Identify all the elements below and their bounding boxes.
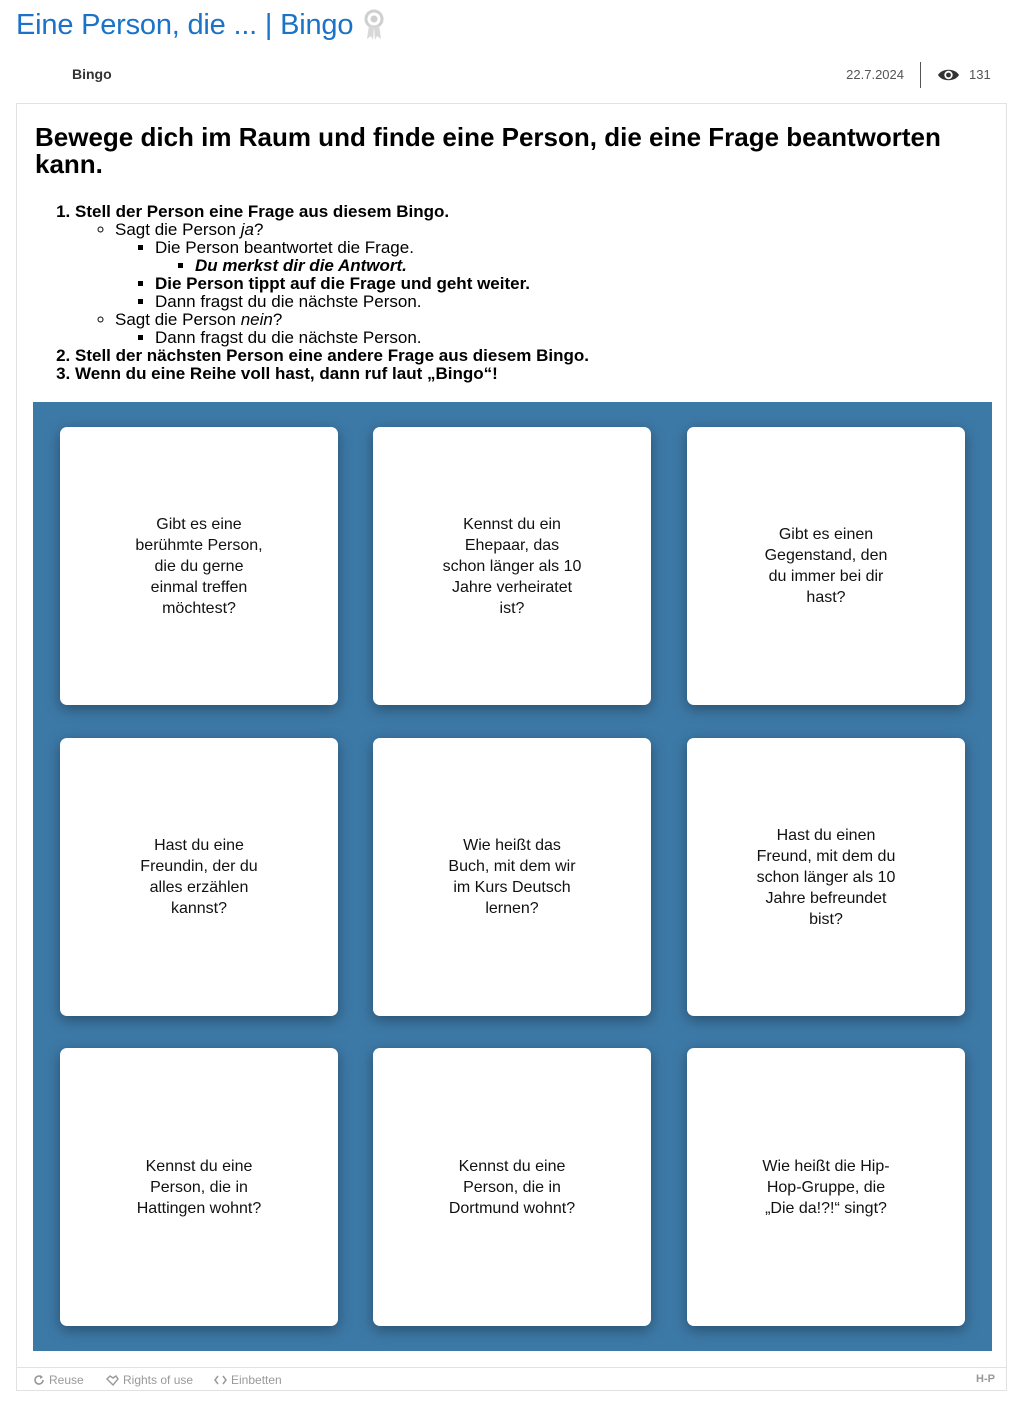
- list-item: [155, 239, 976, 275]
- no-word: nein: [240, 310, 273, 329]
- rights-label: Rights of use: [123, 1373, 194, 1387]
- bingo-card-text: Wie heißt die Hip-Hop-Gruppe, die „Die da!?!“ singt?: [762, 1157, 890, 1217]
- bingo-card[interactable]: [60, 427, 338, 705]
- reuse-icon: [33, 1374, 45, 1386]
- embed-button[interactable]: [214, 1373, 282, 1387]
- bingo-card[interactable]: [373, 738, 651, 1016]
- bingo-card-text: Gibt es eine berühmte Person, die du gerne einmal treffen möchtest?: [135, 515, 263, 617]
- embed-label: Einbetten: [231, 1373, 282, 1387]
- content-type-label: Bingo: [72, 66, 112, 82]
- bingo-card[interactable]: [60, 1048, 338, 1326]
- step-1-text: Stell der Person eine Frage aus diesem Bingo.: [75, 202, 450, 221]
- yes-suffix: ?: [253, 220, 264, 239]
- h5p-logo[interactable]: H-P: [976, 1373, 995, 1385]
- yes-a-note: Du merkst dir die Antwort.: [195, 256, 407, 275]
- list-item: [115, 311, 976, 347]
- step-2-text: Stell der nächsten Person eine andere Frage aus diesem Bingo.: [75, 346, 589, 365]
- bingo-card-text: Hast du einen Freund, mit dem du schon länger als 10 Jahre befreundet bist?: [756, 826, 896, 928]
- no-prefix: Sagt die Person: [115, 310, 241, 329]
- bingo-card-text: Wie heißt das Buch, mit dem wir im Kurs Deutsch lernen?: [448, 837, 576, 917]
- meta-row: [0, 62, 1022, 88]
- list-item: [75, 203, 976, 347]
- title-row: [16, 8, 385, 42]
- list-item: [115, 221, 976, 311]
- yes-word: ja: [240, 220, 254, 239]
- eye-icon: [937, 67, 960, 83]
- list-item: [75, 365, 976, 383]
- yes-a-text: Die Person beantwortet die Frage.: [155, 238, 414, 257]
- rights-icon: [106, 1375, 119, 1386]
- step-3-text: Wenn du eine Reihe voll hast, dann ruf laut „Bingo“!: [75, 364, 498, 383]
- publish-date: 22.7.2024: [846, 67, 904, 82]
- bingo-card-text: Gibt es einen Gegenstand, den du immer bei dir hast?: [764, 526, 888, 606]
- task-heading: Bewege dich im Raum und finde eine Person, die eine Frage beantworten kann.: [35, 122, 941, 179]
- h5p-footer: [16, 1367, 1007, 1391]
- award-icon: [363, 8, 385, 42]
- page-title: Eine Person, die ... | Bingo: [16, 8, 354, 41]
- bingo-card[interactable]: [373, 427, 651, 705]
- bingo-card-text: Kennst du eine Person, die in Dortmund wohnt?: [448, 1157, 576, 1217]
- meta-divider: [920, 62, 921, 88]
- bingo-card[interactable]: [60, 738, 338, 1016]
- instructions-list: [36, 203, 976, 383]
- bingo-card-text: Kennst du ein Ehepaar, das schon länger als 10 Jahre verheiratet ist?: [442, 515, 582, 617]
- embed-icon: [214, 1375, 227, 1385]
- bingo-card[interactable]: [687, 738, 965, 1016]
- reuse-label: Reuse: [49, 1373, 84, 1387]
- bingo-card-text: Hast du eine Freundin, der du alles erzählen kannst?: [140, 837, 258, 917]
- yes-prefix: Sagt die Person: [115, 220, 241, 239]
- yes-b-text: Die Person tippt auf die Frage und geht weiter.: [155, 274, 530, 293]
- bingo-board: [33, 402, 992, 1351]
- bingo-card[interactable]: [373, 1048, 651, 1326]
- list-item: [155, 293, 976, 311]
- view-count: 131: [969, 67, 991, 82]
- list-item: [195, 257, 976, 275]
- yes-c-text: Dann fragst du die nächste Person.: [155, 292, 422, 311]
- reuse-button[interactable]: [33, 1373, 84, 1387]
- rights-of-use-button[interactable]: [106, 1373, 193, 1387]
- bingo-card[interactable]: [687, 427, 965, 705]
- no-a-text: Dann fragst du die nächste Person.: [155, 328, 422, 347]
- list-item: [155, 329, 976, 347]
- no-suffix: ?: [272, 310, 283, 329]
- bingo-card[interactable]: [687, 1048, 965, 1326]
- bingo-card-text: Kennst du eine Person, die in Hattingen wohnt?: [136, 1157, 262, 1217]
- list-item: [75, 347, 976, 365]
- list-item: [155, 275, 976, 293]
